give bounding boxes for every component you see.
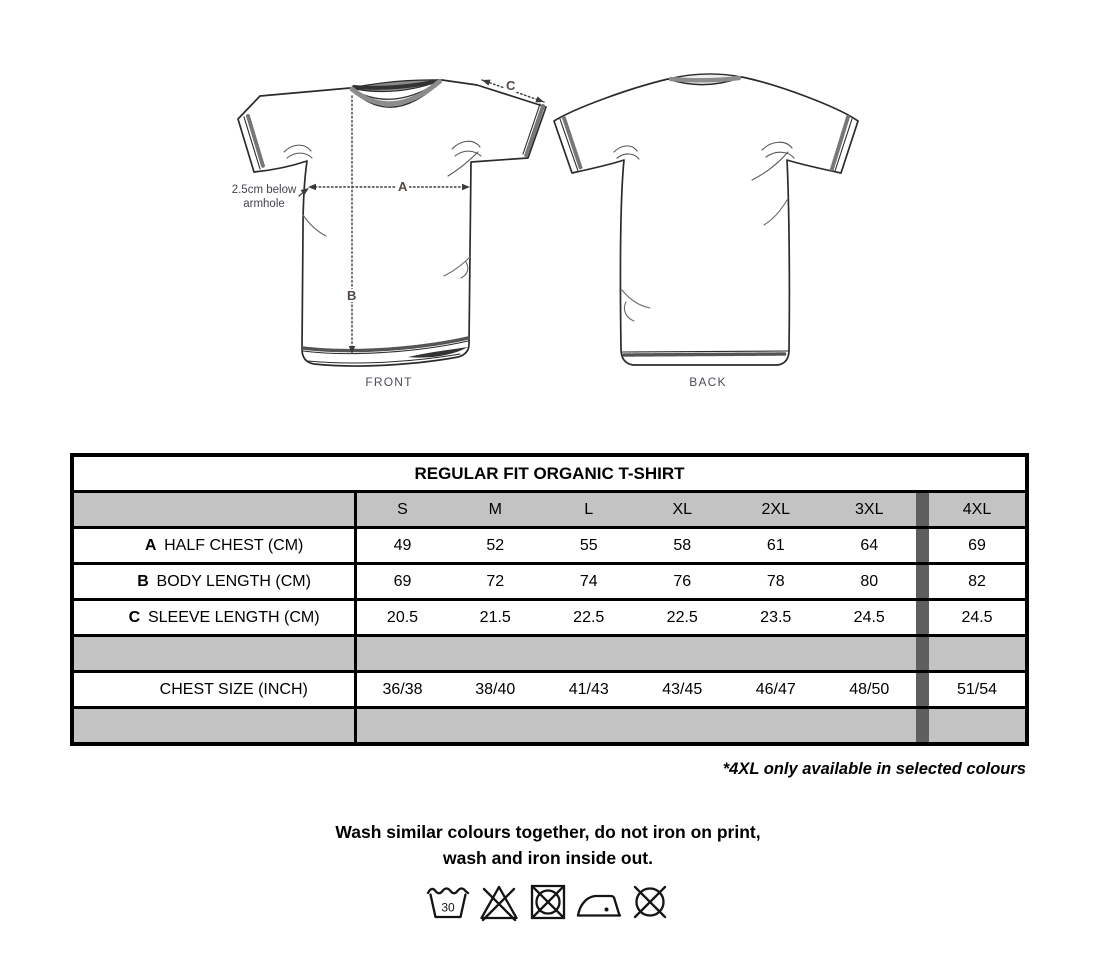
dimension-a-label: A: [398, 179, 408, 194]
spacer-row: [72, 636, 1027, 672]
header-size-2xl: 2XL: [729, 492, 823, 528]
dimension-b-label: B: [347, 288, 357, 303]
row-letter: A: [144, 536, 157, 554]
size-value: 69: [355, 564, 449, 600]
size-value: 72: [449, 564, 543, 600]
size-value: 36/38: [355, 672, 449, 708]
front-label: FRONT: [365, 375, 413, 389]
table-title: REGULAR FIT ORGANIC T-SHIRT: [72, 455, 1027, 492]
size-value: 24.5: [929, 600, 1027, 636]
size-value: 51/54: [929, 672, 1027, 708]
header-size-4xl: 4XL: [929, 492, 1027, 528]
header-size-s: S: [355, 492, 449, 528]
size-value: 41/43: [542, 672, 636, 708]
column-divider: [916, 564, 929, 600]
care-icon-row: [0, 882, 1096, 922]
size-value: 21.5: [449, 600, 543, 636]
size-value: 55: [542, 528, 636, 564]
do-not-bleach-icon: [478, 882, 520, 922]
size-value: 20.5: [355, 600, 449, 636]
do-not-tumble-dry-icon: [528, 882, 568, 922]
care-text-line1: Wash similar colours together, do not iron on print,: [335, 822, 761, 842]
row-label: BODY LENGTH (CM): [156, 572, 311, 590]
size-value: 22.5: [542, 600, 636, 636]
armhole-note: 2.5cm below armhole: [231, 184, 297, 210]
header-size-3xl: 3XL: [823, 492, 917, 528]
back-label: BACK: [689, 375, 727, 389]
row-letter: B: [137, 572, 149, 590]
column-divider: [916, 492, 929, 528]
table-title-row: [72, 455, 1027, 492]
size-value: 24.5: [823, 600, 917, 636]
back-shirt-drawing: [554, 74, 858, 365]
size-value: 80: [823, 564, 917, 600]
column-divider: [916, 672, 929, 708]
care-text-line2: wash and iron inside out.: [442, 848, 654, 868]
column-divider: [916, 600, 929, 636]
row-letter: C: [128, 608, 141, 626]
column-divider: [916, 528, 929, 564]
header-size-xl: XL: [636, 492, 730, 528]
care-instructions: [0, 819, 1096, 922]
row-label: CHEST SIZE (INCH): [159, 680, 308, 698]
header-size-m: M: [449, 492, 543, 528]
table-header-row: [72, 492, 1027, 528]
column-divider: [916, 636, 929, 672]
tshirt-measurement-diagram: [0, 0, 1096, 440]
size-table: [70, 453, 1029, 746]
size-value: 49: [355, 528, 449, 564]
size-value: 43/45: [636, 672, 730, 708]
size-value: 74: [542, 564, 636, 600]
wash-30-icon: [426, 882, 470, 922]
size-value: 58: [636, 528, 730, 564]
footnote-4xl: *4XL only available in selected colours: [722, 760, 1026, 778]
iron-low-icon: [576, 882, 622, 922]
header-size-l: L: [542, 492, 636, 528]
size-value: 52: [449, 528, 543, 564]
do-not-dry-clean-icon: [630, 882, 670, 922]
size-value: 48/50: [823, 672, 917, 708]
column-divider: [916, 708, 929, 745]
size-value: 82: [929, 564, 1027, 600]
spacer-row: [72, 708, 1027, 745]
dimension-c-label: C: [506, 78, 516, 93]
size-value: 38/40: [449, 672, 543, 708]
table-row-chest-size: [72, 672, 1027, 708]
size-value: 69: [929, 528, 1027, 564]
size-value: 78: [729, 564, 823, 600]
size-value: 22.5: [636, 600, 730, 636]
row-label: HALF CHEST (CM): [164, 536, 304, 554]
size-value: 76: [636, 564, 730, 600]
size-value: 23.5: [729, 600, 823, 636]
size-value: 64: [823, 528, 917, 564]
table-row-half-chest: [72, 528, 1027, 564]
row-label: SLEEVE LENGTH (CM): [147, 608, 320, 626]
front-shirt-drawing: [238, 80, 546, 366]
table-row-body-length: [72, 564, 1027, 600]
size-value: 46/47: [729, 672, 823, 708]
table-row-sleeve-length: [72, 600, 1027, 636]
size-value: 61: [729, 528, 823, 564]
header-empty-cell: [72, 492, 355, 528]
wash-temp-label: 30: [441, 900, 455, 915]
